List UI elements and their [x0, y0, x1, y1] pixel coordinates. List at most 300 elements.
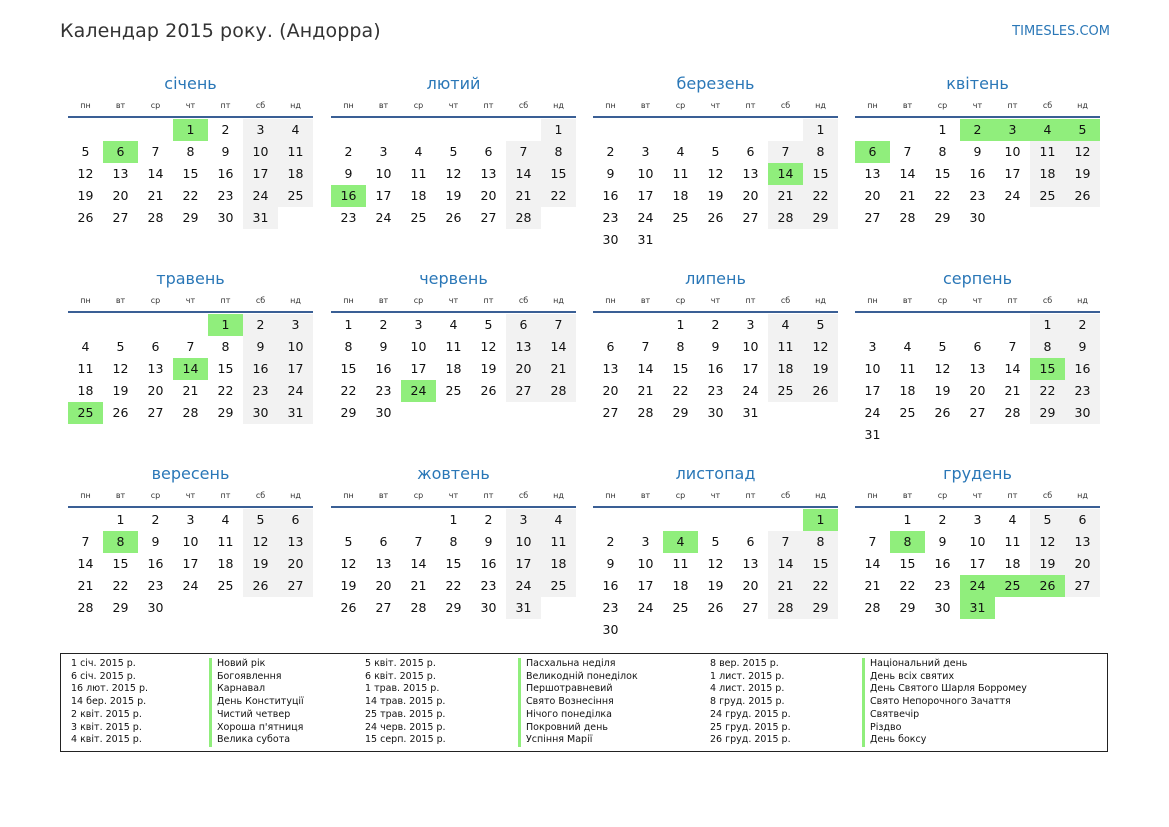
weekday-label: сб	[1042, 101, 1053, 110]
day-cell: 1	[541, 119, 576, 141]
empty-cell	[471, 119, 506, 141]
day-cell: 26	[1030, 575, 1065, 597]
day-cell: 3	[641, 534, 650, 549]
weekday-header	[331, 96, 576, 116]
days-grid	[855, 119, 1100, 229]
day-cell: 23	[602, 210, 619, 225]
weekday-label: чт	[710, 296, 721, 305]
weekday-label: нд	[1077, 491, 1088, 500]
weekday-label: чт	[448, 491, 459, 500]
day-cell: 14	[768, 163, 803, 185]
holiday-date: 25 трав. 2015 р.	[365, 708, 446, 720]
day-cell: 7	[1008, 339, 1017, 354]
weekday-header	[593, 486, 838, 506]
day-cell: 8	[803, 531, 838, 553]
day-cell: 10	[243, 141, 278, 163]
days-grid	[855, 314, 1100, 446]
day-cell: 11	[1030, 141, 1065, 163]
day-cell: 10	[278, 336, 313, 358]
day-cell: 21	[1004, 383, 1021, 398]
holiday-date: 4 квіт. 2015 р.	[71, 734, 142, 746]
weekday-label: вт	[378, 491, 389, 500]
day-cell: 10	[637, 166, 654, 181]
month-name: березень	[676, 74, 755, 93]
header-rule	[331, 116, 576, 118]
empty-cell	[401, 402, 436, 424]
weekday-label: сб	[518, 491, 529, 500]
empty-cell	[698, 119, 733, 141]
weekday-label: ср	[937, 491, 948, 500]
day-cell: 20	[742, 578, 759, 593]
day-cell: 28	[410, 600, 427, 615]
day-cell: 23	[707, 383, 724, 398]
header-rule	[593, 506, 838, 508]
day-cell: 16	[147, 556, 164, 571]
empty-cell	[925, 424, 960, 446]
holiday-date: 6 квіт. 2015 р.	[365, 670, 436, 682]
holiday-date: 1 січ. 2015 р.	[71, 658, 136, 669]
day-cell: 16	[602, 188, 619, 203]
day-cell: 26	[340, 600, 357, 615]
day-cell: 13	[506, 336, 541, 358]
day-cell: 24	[182, 578, 199, 593]
day-cell: 19	[77, 188, 94, 203]
empty-cell	[733, 509, 768, 531]
empty-cell	[698, 509, 733, 531]
day-cell: 14	[541, 336, 576, 358]
empty-cell	[1065, 424, 1100, 446]
day-cell: 25	[217, 578, 234, 593]
day-cell: 9	[1065, 336, 1100, 358]
day-cell: 4	[81, 339, 90, 354]
empty-cell	[1065, 207, 1100, 229]
empty-cell	[401, 119, 436, 141]
day-cell: 26	[445, 210, 462, 225]
empty-cell	[173, 314, 208, 336]
weekday-label: сб	[780, 491, 791, 500]
day-cell: 30	[602, 232, 619, 247]
empty-cell	[698, 619, 733, 641]
days-grid	[68, 314, 313, 424]
month-1	[68, 72, 313, 229]
day-cell: 11	[217, 534, 234, 549]
month-3	[593, 72, 838, 251]
weekday-label: пн	[605, 101, 616, 110]
header-rule	[593, 116, 838, 118]
day-cell: 13	[1065, 531, 1100, 553]
weekday-label: ср	[150, 491, 161, 500]
weekday-label: пн	[343, 491, 354, 500]
empty-cell	[768, 619, 803, 641]
day-cell: 22	[934, 188, 951, 203]
day-cell: 20	[864, 188, 881, 203]
header-rule	[68, 506, 313, 508]
holiday-name: День боксу	[862, 734, 1027, 747]
day-cell: 13	[375, 556, 392, 571]
day-cell: 13	[480, 166, 497, 181]
empty-cell	[1030, 597, 1065, 619]
day-cell: 22	[217, 383, 234, 398]
empty-cell	[803, 619, 838, 641]
weekday-label: пт	[220, 296, 231, 305]
month-10	[331, 462, 576, 619]
empty-cell	[1030, 207, 1065, 229]
day-cell: 5	[938, 339, 947, 354]
day-cell: 25	[68, 402, 103, 424]
day-cell: 5	[81, 144, 90, 159]
day-cell: 29	[934, 210, 951, 225]
day-cell: 12	[934, 361, 951, 376]
empty-cell	[506, 119, 541, 141]
day-cell: 5	[1030, 509, 1065, 531]
weekday-header	[68, 291, 313, 311]
day-cell: 3	[243, 119, 278, 141]
day-cell: 9	[606, 166, 615, 181]
empty-cell	[995, 314, 1030, 336]
day-cell: 30	[375, 405, 392, 420]
weekday-label: пн	[80, 101, 91, 110]
day-cell: 29	[445, 600, 462, 615]
weekday-label: пн	[343, 101, 354, 110]
day-cell: 4	[663, 531, 698, 553]
day-cell: 9	[243, 336, 278, 358]
day-cell: 17	[243, 163, 278, 185]
holiday-name: Великодній понеділок	[518, 671, 638, 684]
days-grid	[593, 314, 838, 424]
site-link[interactable]: TIMESLES.COM	[1012, 24, 1110, 39]
day-cell: 16	[969, 166, 986, 181]
empty-cell	[628, 119, 663, 141]
day-cell: 12	[77, 166, 94, 181]
days-grid	[593, 119, 838, 251]
day-cell: 15	[217, 361, 234, 376]
empty-cell	[663, 119, 698, 141]
holiday-name: Хороша п'ятниця	[209, 722, 304, 735]
day-cell: 7	[506, 141, 541, 163]
day-cell: 4	[1030, 119, 1065, 141]
day-cell: 24	[637, 210, 654, 225]
weekday-label: сб	[255, 491, 266, 500]
day-cell: 25	[410, 210, 427, 225]
day-cell: 21	[182, 383, 199, 398]
day-cell: 15	[803, 163, 838, 185]
weekday-label: ср	[413, 101, 424, 110]
day-cell: 19	[803, 358, 838, 380]
day-cell: 14	[864, 556, 881, 571]
holiday-name: Новий рік	[209, 658, 304, 671]
day-cell: 8	[890, 531, 925, 553]
day-cell: 3	[506, 509, 541, 531]
day-cell: 14	[1004, 361, 1021, 376]
day-cell: 18	[1030, 163, 1065, 185]
day-cell: 8	[803, 141, 838, 163]
day-cell: 6	[484, 144, 493, 159]
day-cell: 19	[243, 553, 278, 575]
day-cell: 10	[410, 339, 427, 354]
day-cell: 13	[742, 556, 759, 571]
weekday-label: чт	[972, 101, 983, 110]
day-cell: 10	[1004, 144, 1021, 159]
day-cell: 20	[480, 188, 497, 203]
empty-cell	[331, 509, 366, 531]
day-cell: 10	[182, 534, 199, 549]
day-cell: 2	[221, 122, 230, 137]
day-cell: 7	[768, 141, 803, 163]
day-cell: 6	[973, 339, 982, 354]
month-2	[331, 72, 576, 229]
day-cell: 26	[77, 210, 94, 225]
day-cell: 30	[707, 405, 724, 420]
weekday-header	[68, 96, 313, 116]
empty-cell	[68, 314, 103, 336]
day-cell: 12	[1030, 531, 1065, 553]
day-cell: 17	[637, 578, 654, 593]
empty-cell	[278, 597, 313, 619]
day-cell: 13	[112, 166, 129, 181]
weekday-label: пн	[605, 296, 616, 305]
weekday-label: сб	[1042, 296, 1053, 305]
day-cell: 16	[934, 556, 951, 571]
empty-cell	[890, 119, 925, 141]
day-cell: 2	[1065, 314, 1100, 336]
day-cell: 15	[182, 166, 199, 181]
day-cell: 11	[1004, 534, 1021, 549]
day-cell: 27	[480, 210, 497, 225]
day-cell: 25	[541, 575, 576, 597]
day-cell: 2	[484, 512, 493, 527]
empty-cell	[541, 597, 576, 619]
day-cell: 12	[707, 166, 724, 181]
empty-cell	[698, 229, 733, 251]
day-cell: 24	[278, 380, 313, 402]
day-cell: 12	[1065, 141, 1100, 163]
day-cell: 8	[103, 531, 138, 553]
weekday-label: вт	[378, 101, 389, 110]
day-cell: 18	[278, 163, 313, 185]
month-name: жовтень	[417, 464, 490, 483]
header-rule	[331, 506, 576, 508]
day-cell: 17	[506, 553, 541, 575]
day-cell: 1	[803, 509, 838, 531]
weekday-header	[855, 486, 1100, 506]
day-cell: 19	[480, 361, 497, 376]
day-cell: 20	[742, 188, 759, 203]
day-cell: 5	[803, 314, 838, 336]
month-4	[855, 72, 1100, 229]
day-cell: 7	[868, 534, 877, 549]
day-cell: 25	[445, 383, 462, 398]
day-cell: 20	[506, 358, 541, 380]
weekday-label: пн	[867, 296, 878, 305]
empty-cell	[768, 119, 803, 141]
day-cell: 6	[278, 509, 313, 531]
weekday-label: пн	[605, 491, 616, 500]
day-cell: 3	[973, 512, 982, 527]
day-cell: 25	[1030, 185, 1065, 207]
weekday-label: сб	[780, 101, 791, 110]
day-cell: 15	[541, 163, 576, 185]
holiday-date: 24 груд. 2015 р.	[710, 708, 791, 720]
weekday-label: вт	[640, 101, 651, 110]
weekday-label: пт	[745, 101, 756, 110]
day-cell: 17	[637, 188, 654, 203]
day-cell: 3	[379, 144, 388, 159]
weekday-header	[331, 486, 576, 506]
day-cell: 19	[934, 383, 951, 398]
weekday-label: ср	[675, 296, 686, 305]
day-cell: 8	[541, 141, 576, 163]
empty-cell	[663, 229, 698, 251]
day-cell: 5	[1065, 119, 1100, 141]
day-cell: 29	[112, 600, 129, 615]
month-11	[593, 462, 838, 641]
day-cell: 6	[151, 339, 160, 354]
weekday-label: сб	[518, 296, 529, 305]
day-cell: 30	[602, 622, 619, 637]
weekday-label: пт	[1007, 101, 1018, 110]
day-cell: 28	[1004, 405, 1021, 420]
weekday-label: пн	[80, 296, 91, 305]
day-cell: 14	[410, 556, 427, 571]
header-rule	[68, 116, 313, 118]
empty-cell	[628, 314, 663, 336]
day-cell: 27	[742, 600, 759, 615]
day-cell: 20	[278, 553, 313, 575]
day-cell: 2	[606, 144, 615, 159]
day-cell: 25	[768, 380, 803, 402]
day-cell: 22	[112, 578, 129, 593]
weekday-label: вт	[115, 101, 126, 110]
day-cell: 3	[278, 314, 313, 336]
empty-cell	[768, 402, 803, 424]
month-7	[593, 267, 838, 424]
day-cell: 7	[541, 314, 576, 336]
day-cell: 22	[182, 188, 199, 203]
weekday-label: пн	[867, 101, 878, 110]
day-cell: 6	[746, 144, 755, 159]
empty-cell	[366, 509, 401, 531]
empty-cell	[541, 402, 576, 424]
day-cell: 4	[768, 314, 803, 336]
days-grid	[331, 314, 576, 424]
empty-cell	[855, 509, 890, 531]
weekday-header	[855, 291, 1100, 311]
day-cell: 21	[77, 578, 94, 593]
weekday-label: пн	[343, 296, 354, 305]
weekday-label: сб	[780, 296, 791, 305]
holiday-name: Нічого понеділка	[518, 709, 638, 722]
day-cell: 3	[746, 317, 755, 332]
holiday-name: Святвечір	[862, 709, 1027, 722]
day-cell: 28	[541, 380, 576, 402]
day-cell: 21	[410, 578, 427, 593]
weekday-label: нд	[815, 491, 826, 500]
day-cell: 30	[934, 600, 951, 615]
empty-cell	[855, 314, 890, 336]
weekday-label: ср	[150, 101, 161, 110]
day-cell: 16	[243, 358, 278, 380]
empty-cell	[803, 229, 838, 251]
day-cell: 13	[742, 166, 759, 181]
day-cell: 25	[899, 405, 916, 420]
weekday-label: вт	[378, 296, 389, 305]
weekday-label: пт	[483, 296, 494, 305]
empty-cell	[506, 402, 541, 424]
day-cell: 10	[864, 361, 881, 376]
empty-cell	[803, 402, 838, 424]
empty-cell	[401, 509, 436, 531]
empty-cell	[890, 424, 925, 446]
day-cell: 13	[278, 531, 313, 553]
empty-cell	[436, 119, 471, 141]
day-cell: 17	[182, 556, 199, 571]
day-cell: 11	[672, 556, 689, 571]
day-cell: 7	[186, 339, 195, 354]
day-cell: 28	[899, 210, 916, 225]
weekday-label: вт	[115, 491, 126, 500]
day-cell: 1	[208, 314, 243, 336]
day-cell: 7	[903, 144, 912, 159]
day-cell: 21	[637, 383, 654, 398]
weekday-label: ср	[937, 296, 948, 305]
weekday-label: пт	[483, 101, 494, 110]
holiday-date: 1 трав. 2015 р.	[365, 683, 440, 695]
day-cell: 13	[147, 361, 164, 376]
day-cell: 28	[506, 207, 541, 229]
day-cell: 1	[344, 317, 353, 332]
day-cell: 14	[637, 361, 654, 376]
empty-cell	[768, 509, 803, 531]
day-cell: 17	[864, 383, 881, 398]
day-cell: 3	[868, 339, 877, 354]
day-cell: 19	[340, 578, 357, 593]
holiday-name: Національний день	[862, 658, 1027, 671]
month-name: липень	[685, 269, 746, 288]
days-grid	[855, 509, 1100, 619]
day-cell: 31	[637, 232, 654, 247]
day-cell: 14	[899, 166, 916, 181]
weekday-label: чт	[448, 296, 459, 305]
day-cell: 16	[331, 185, 366, 207]
day-cell: 7	[81, 534, 90, 549]
month-name: вересень	[151, 464, 230, 483]
day-cell: 31	[243, 207, 278, 229]
day-cell: 4	[278, 119, 313, 141]
day-cell: 3	[641, 144, 650, 159]
day-cell: 7	[414, 534, 423, 549]
empty-cell	[995, 424, 1030, 446]
day-cell: 24	[864, 405, 881, 420]
holiday-name: Пасхальна неділя	[518, 658, 638, 671]
weekday-label: пт	[483, 491, 494, 500]
day-cell: 22	[803, 185, 838, 207]
holiday-list	[60, 653, 1108, 752]
day-cell: 6	[855, 141, 890, 163]
empty-cell	[663, 509, 698, 531]
day-cell: 4	[676, 144, 685, 159]
weekday-label: нд	[553, 296, 564, 305]
month-name: травень	[156, 269, 225, 288]
day-cell: 28	[637, 405, 654, 420]
holiday-date: 16 лют. 2015 р.	[71, 683, 148, 695]
holiday-date: 14 трав. 2015 р.	[365, 696, 446, 708]
day-cell: 31	[278, 402, 313, 424]
day-cell: 11	[672, 166, 689, 181]
empty-cell	[733, 619, 768, 641]
day-cell: 22	[672, 383, 689, 398]
day-cell: 15	[672, 361, 689, 376]
day-cell: 11	[541, 531, 576, 553]
